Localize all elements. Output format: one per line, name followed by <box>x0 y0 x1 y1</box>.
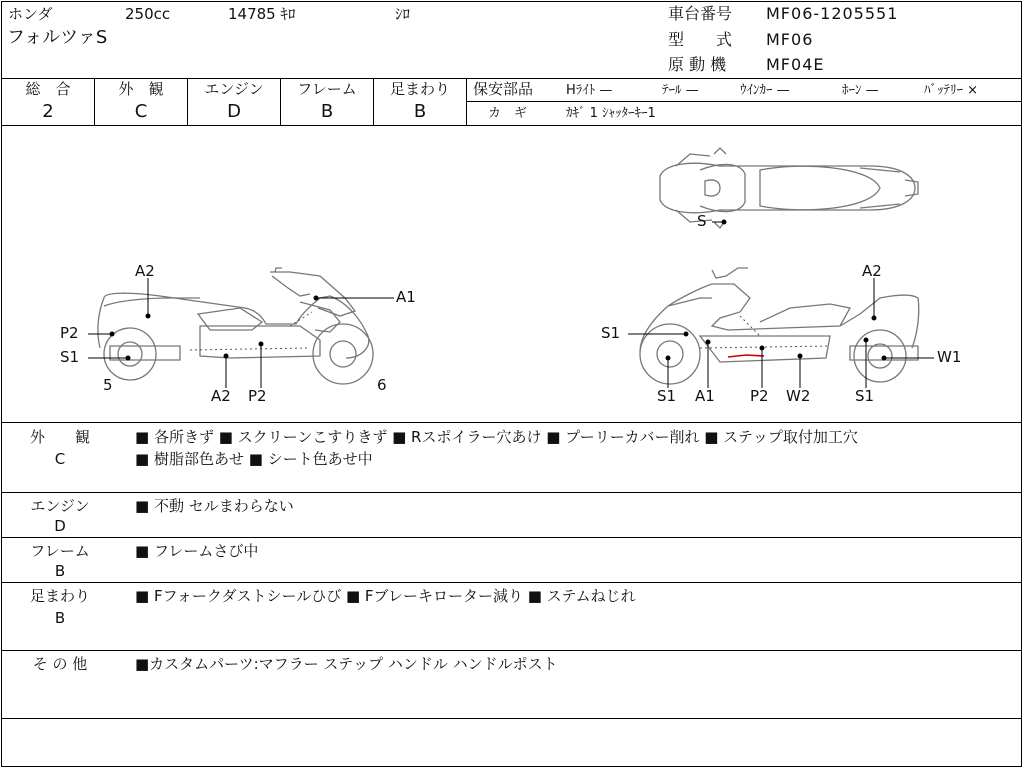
detail-engine-grade: D <box>54 517 66 535</box>
label-left-a2-bottom: A2 <box>211 387 231 405</box>
label-left-6: 6 <box>377 376 387 394</box>
grade-engine-value: D <box>227 101 241 122</box>
detail-suspension-grade: B <box>54 609 66 627</box>
detail-other-line1: ■カスタムパーツ:マフラー ステップ ハンドル ハンドルポスト <box>135 655 558 673</box>
scooter-left-view <box>98 268 373 384</box>
safety-tail: ﾃｰﾙ — <box>662 83 699 98</box>
key-label: カ ギ <box>488 106 528 121</box>
detail-exterior-cat: 外 観 <box>29 428 90 446</box>
safety-winker: ｳｲﾝｶｰ — <box>740 83 790 98</box>
divider <box>1 650 1021 651</box>
label-left-p2: P2 <box>60 324 79 342</box>
detail-frame-cat: フレーム <box>30 542 90 560</box>
label-top-s: S <box>697 212 707 230</box>
detail-engine-line1: ■ 不動 セルまわらない <box>135 497 294 515</box>
safety-battery: ﾊﾞｯﾃﾘｰ × <box>924 83 979 98</box>
scooter-right-view <box>640 268 919 384</box>
label-left-a2-top: A2 <box>135 262 155 280</box>
detail-exterior-line1: ■ 各所きず ■ スクリーンこすりきず ■ Rスポイラー穴あけ ■ プーリーカバー削れ ■ ステップ取付加工穴 <box>135 428 858 446</box>
label-right-w1: W1 <box>937 348 962 366</box>
divider <box>1 422 1021 423</box>
label-right-w2: W2 <box>786 387 811 405</box>
divider <box>1 718 1021 719</box>
grade-exterior-label: 外 観 <box>118 80 164 98</box>
label-right-s1-bottom: S1 <box>657 387 677 405</box>
color: ｼﾛ <box>395 5 411 23</box>
grade-total-value: 2 <box>42 101 54 122</box>
label-right-a2: A2 <box>862 262 882 280</box>
grade-frame-value: B <box>320 101 334 122</box>
label-right-p2: P2 <box>750 387 769 405</box>
label-right-s1-far: S1 <box>855 387 875 405</box>
frame-no-label: 車台番号 <box>668 4 733 23</box>
detail-suspension-cat: 足まわり <box>29 587 90 605</box>
engine-model-label: 原 動 機 <box>668 55 727 74</box>
divider <box>1 492 1021 493</box>
grade-engine-label: エンジン <box>204 80 264 98</box>
detail-suspension-line1: ■ Fフォークダストシールひび ■ Fブレーキローター減り ■ ステムねじれ <box>135 587 636 605</box>
label-right-a1: A1 <box>695 387 715 405</box>
label-left-5: 5 <box>103 376 113 394</box>
grade-exterior-value: C <box>134 101 148 122</box>
model-name: フォルツァS <box>7 27 108 48</box>
model-code: MF06 <box>766 30 814 49</box>
detail-frame-grade: B <box>54 562 66 580</box>
frame-no: MF06-1205551 <box>766 4 899 23</box>
detail-engine-cat: エンジン <box>30 497 90 515</box>
engine-model: MF04E <box>766 55 825 74</box>
label-left-p2-bottom: P2 <box>248 387 267 405</box>
divider <box>467 101 1021 102</box>
divider <box>1 537 1021 538</box>
model-code-label: 型 式 <box>668 30 733 49</box>
damage-mark <box>728 355 764 357</box>
label-right-s1: S1 <box>601 324 621 342</box>
label-left-a1: A1 <box>396 288 416 306</box>
maker: ホンダ <box>8 5 53 23</box>
safety-label: 保安部品 <box>473 80 534 98</box>
grade-suspension-value: B <box>413 101 427 122</box>
grade-frame-label: フレーム <box>297 80 357 98</box>
divider <box>1 582 1021 583</box>
mileage: 14785 ｷﾛ <box>228 5 296 23</box>
label-left-s1: S1 <box>60 348 80 366</box>
divider <box>466 78 467 125</box>
grade-total-label: 総 合 <box>25 80 71 98</box>
grade-suspension-label: 足まわり <box>389 80 450 98</box>
divider <box>1 78 1021 79</box>
detail-other-cat: そ の 他 <box>32 655 88 673</box>
detail-frame-line1: ■ フレームさび中 <box>135 542 259 560</box>
displacement: 250cc <box>125 5 171 23</box>
detail-exterior-grade: C <box>54 450 66 468</box>
safety-horn: ﾎｰﾝ — <box>842 83 879 98</box>
safety-headlight: Hﾗｲﾄ — <box>566 83 613 98</box>
key-value: ｶｷﾞ 1 ｼｬｯﾀｰｷｰ1 <box>566 106 656 121</box>
detail-exterior-line2: ■ 樹脂部色あせ ■ シート色あせ中 <box>135 450 373 468</box>
